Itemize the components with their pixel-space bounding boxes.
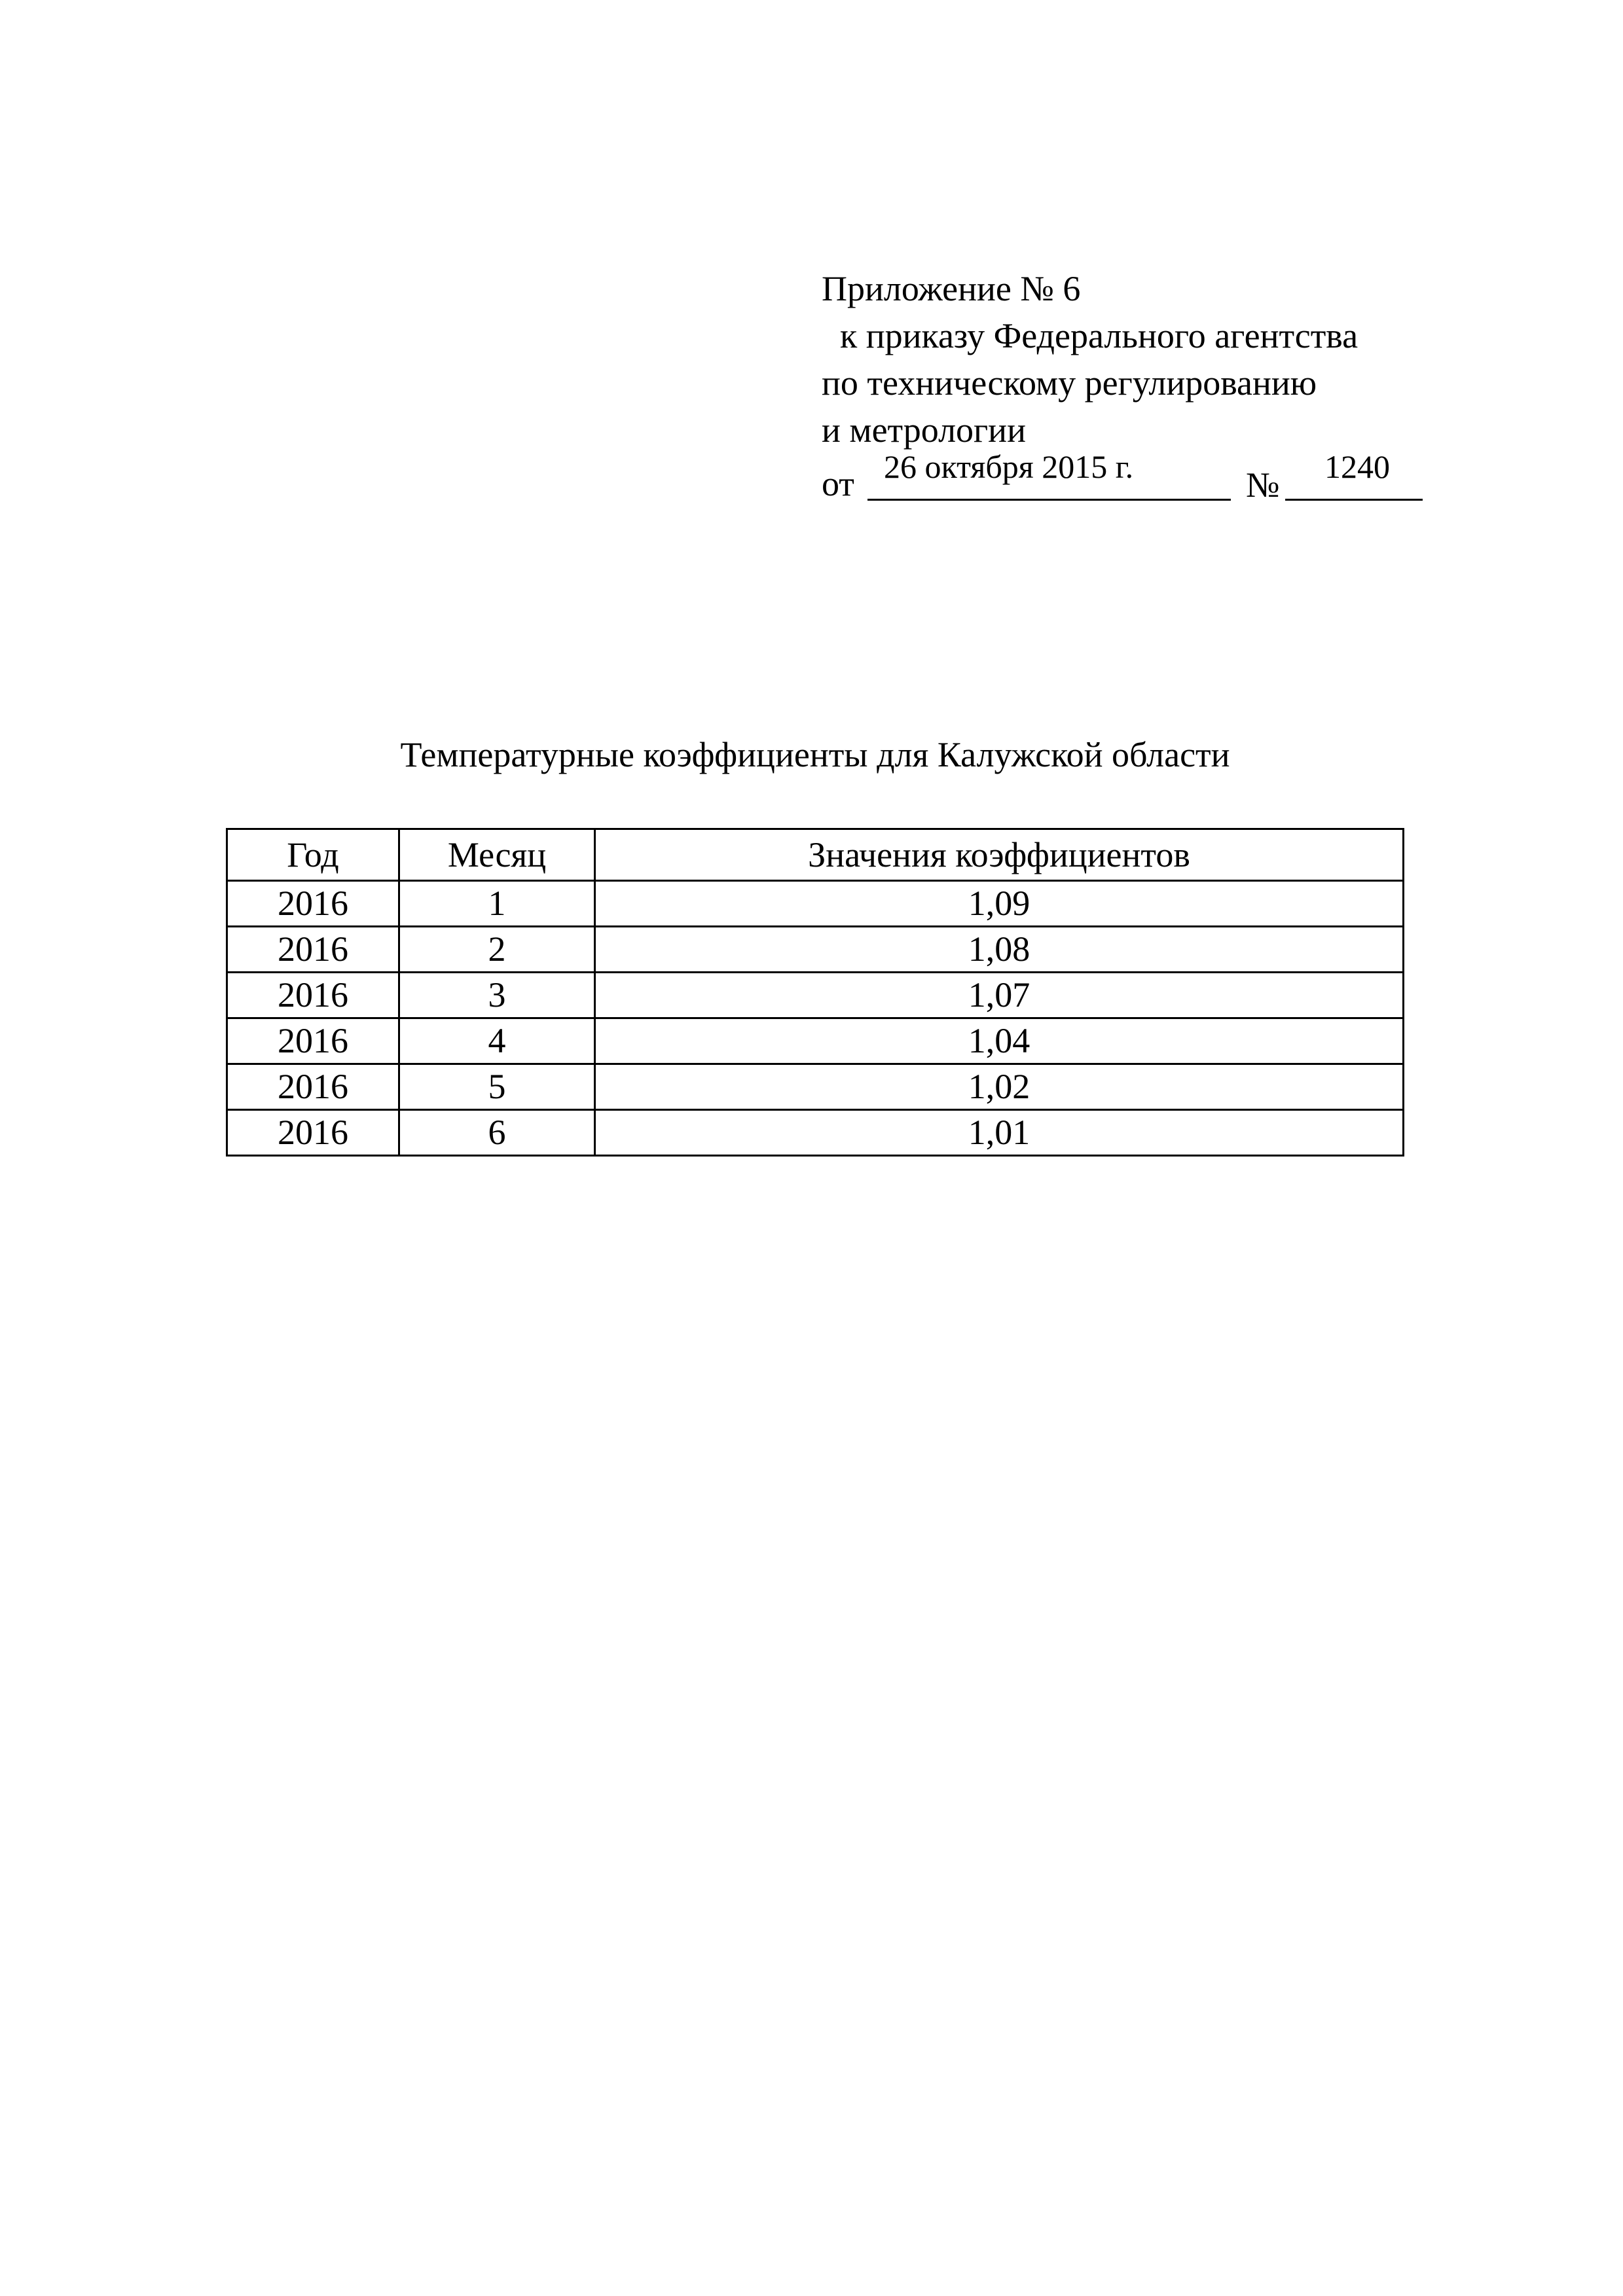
header-value: Значения коэффициентов [595,829,1404,881]
cell-value: 1,02 [595,1064,1404,1110]
order-date-field [867,445,1231,501]
cell-month: 2 [399,927,595,973]
cell-year: 2016 [227,1018,399,1064]
table-title: Температурные коэффициенты для Калужской области [400,735,1230,774]
cell-month: 4 [399,1018,595,1064]
order-number: 1240 [1324,448,1390,485]
table-row [227,1064,1404,1110]
cell-value: 1,08 [595,927,1404,973]
order-date-number [822,445,1476,504]
appendix-agency-line-2: и метрологии [822,410,1026,450]
cell-year: 2016 [227,973,399,1018]
cell-value: 1,01 [595,1110,1404,1156]
cell-month: 5 [399,1064,595,1110]
coefficients-table [226,828,1404,1157]
cell-year: 2016 [227,927,399,973]
cell-value: 1,04 [595,1018,1404,1064]
table-row [227,881,1404,927]
table-row [227,973,1404,1018]
cell-month: 1 [399,881,595,927]
table-header-row [227,829,1404,881]
cell-month: 3 [399,973,595,1018]
cell-value: 1,09 [595,881,1404,927]
cell-value: 1,07 [595,973,1404,1018]
header-month: Месяц [399,829,595,881]
order-date: 26 октября 2015 г. [884,448,1134,485]
cell-month: 6 [399,1110,595,1156]
ot-label: от [822,464,854,503]
header-year: Год [227,829,399,881]
table-row [227,927,1404,973]
appendix-header [822,265,1476,454]
table-row [227,1110,1404,1156]
appendix-order-ref: к приказу Федерального агентства [840,316,1359,355]
table-row [227,1018,1404,1064]
cell-year: 2016 [227,881,399,927]
cell-year: 2016 [227,1110,399,1156]
cell-year: 2016 [227,1064,399,1110]
appendix-number: Приложение № 6 [822,269,1081,308]
number-label: № [1246,465,1280,505]
order-number-field [1285,445,1423,501]
appendix-agency-line: по техническому регулированию [822,363,1317,403]
